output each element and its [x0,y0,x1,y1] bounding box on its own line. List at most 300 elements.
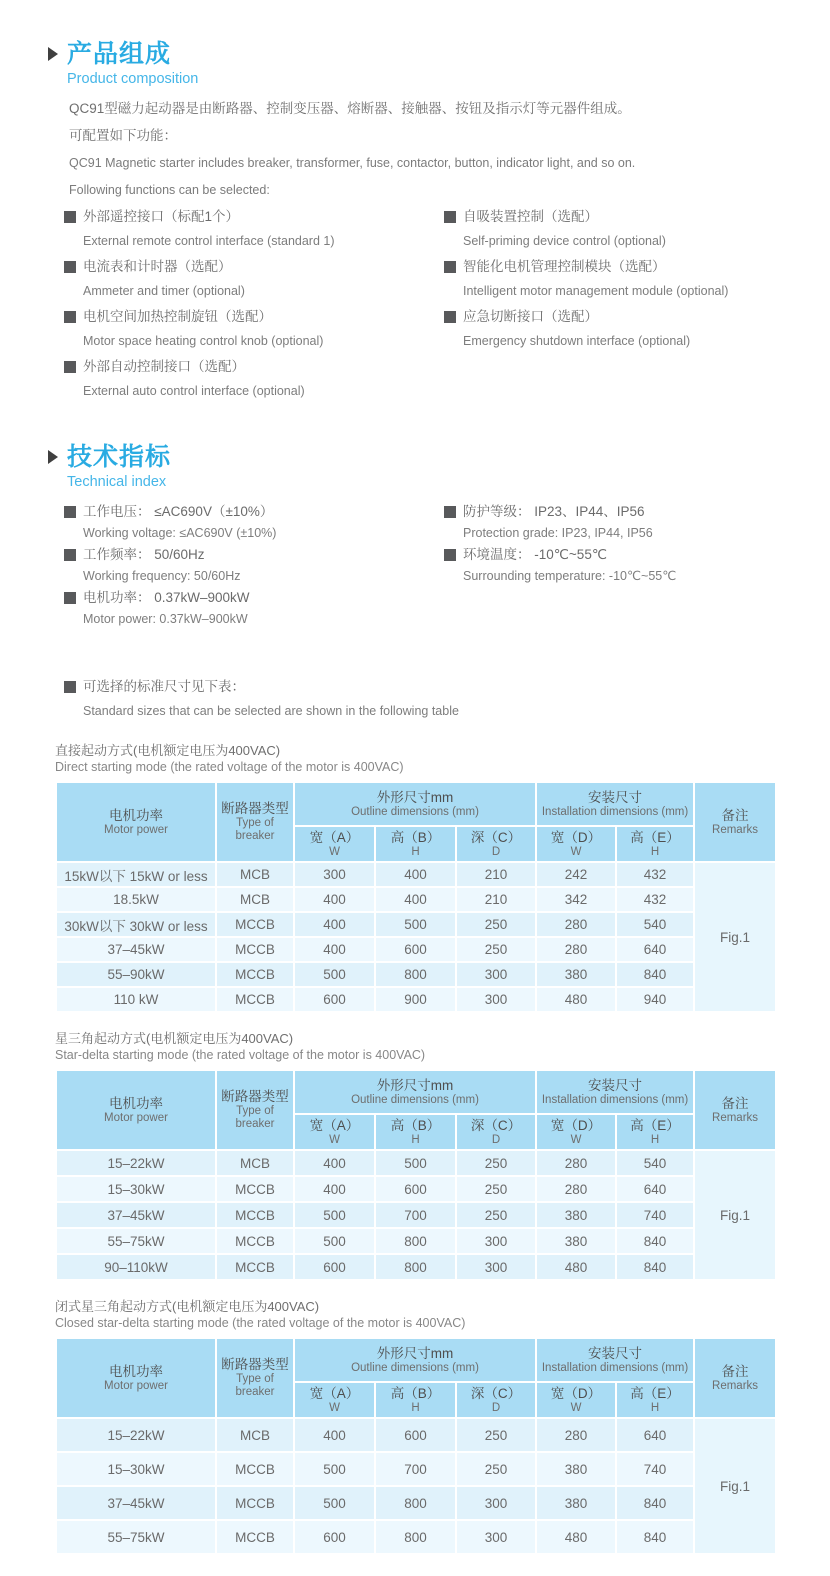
table-cell: 380 [536,1452,616,1486]
header-label-en: W [570,845,582,858]
table-cell: 840 [616,1228,694,1254]
table-cell: 740 [616,1452,694,1486]
dimension-table [55,1337,777,1555]
bullet-square-icon [64,549,76,561]
table-cell: 840 [616,1254,694,1280]
table-row [56,1228,776,1254]
header-label-zh: 高（E） [630,829,680,845]
header-label-en: D [491,1401,501,1414]
table-cell: 15kW以下 15kW or less [56,862,216,887]
table-row [56,1202,776,1228]
table-cell: 37–45kW [56,937,216,962]
table-header-cell [536,1382,616,1418]
table-cell: 500 [375,1150,456,1176]
header-label-en: H [411,845,420,858]
table-cell: 480 [536,1520,616,1554]
table-cell: 15–30kW [56,1176,216,1202]
table-cell: 300 [456,987,536,1012]
section-title-zh: 产品组成 [67,40,172,68]
table-cell: 600 [375,1176,456,1202]
header-label-en: Motor power [104,1111,168,1124]
header-label-en: W [329,1133,340,1146]
table-cell: 300 [456,1520,536,1554]
table-caption-zh: 闭式星三角起动方式(电机额定电压为400VAC) [55,1299,320,1314]
table-cell: 500 [294,1228,375,1254]
table-cell: 700 [375,1202,456,1228]
table-cell: 640 [616,1418,694,1452]
intro-paragraph2-en: Following functions can be selected: [69,183,270,197]
feature-label-zh [64,309,444,324]
table-block [55,1030,775,1281]
feature-text-zh: 应急切断接口（选配） [463,309,598,324]
feature-column-right [444,209,728,409]
table-row [56,862,776,887]
table-cell: 15–22kW [56,1150,216,1176]
table-cell: 342 [536,887,616,912]
spec-label-zh [444,547,676,562]
spec-label-zh [64,590,444,605]
table-header-cell [616,1114,694,1150]
spec-column-right [444,504,676,633]
header-label-zh: 外形尺寸mm [376,1345,454,1361]
header-label-en: Outline dimensions (mm) [351,805,479,818]
table-cell: 55–75kW [56,1520,216,1554]
spec-label-zh [64,547,444,562]
table-cell: 250 [456,1150,536,1176]
table-header-cell [536,1114,616,1150]
header-label-en: Remarks [712,823,759,836]
header-label-en: Installation dimensions (mm) [541,1361,689,1374]
table-block [55,1298,775,1555]
feature-columns [64,209,790,409]
section-title-zh: 技术指标 [67,443,172,471]
table-header-cell [294,1070,536,1114]
header-label-en: Remarks [712,1111,759,1124]
feature-item [444,209,728,248]
header-row [56,1338,776,1382]
table-cell: 500 [294,1202,375,1228]
header-label-en: W [570,1401,582,1414]
table-cell: MCB [216,1418,294,1452]
table-cell: 280 [536,1418,616,1452]
note-text-zh: 可选择的标准尺寸见下表： [83,679,245,694]
table-cell: MCCB [216,1254,294,1280]
table-row [56,937,776,962]
intro-paragraph-en: QC91 Magnetic starter includes breaker, transformer, fuse, contactor, button, indicator light, and so on. [69,156,636,170]
table-cell: 300 [456,1228,536,1254]
bullet-square-icon [64,261,76,273]
table-cell: 250 [456,1202,536,1228]
header-label-en: Outline dimensions (mm) [351,1093,479,1106]
bullet-square-icon [444,506,456,518]
spec-text-en: Protection grade: IP23, IP44, IP56 [463,526,653,540]
table-header-cell [56,1070,216,1150]
table-cell: 840 [616,1486,694,1520]
table-header-cell [56,782,216,862]
spec-item [64,547,444,583]
header-label-en: Remarks [712,1379,759,1392]
section-product-composition [48,40,790,409]
header-label-zh: 电机功率 [109,1363,163,1379]
section-head [48,443,790,471]
table-header-cell [216,1070,294,1150]
table-cell: 300 [456,1486,536,1520]
table-cell: 242 [536,862,616,887]
dimension-table [55,781,777,1013]
spec-text-en: Working frequency: 50/60Hz [83,569,241,583]
bullet-square-icon [64,211,76,223]
spec-text-zh: 电机功率： 0.37kW–900kW [83,590,250,605]
table-cell: 600 [294,1254,375,1280]
section-title-en: Product composition [67,71,199,87]
section-title-en: Technical index [67,474,167,490]
header-label-en: D [491,845,501,858]
table-caption-zh: 直接起动方式(电机额定电压为400VAC) [55,743,281,758]
header-label-en: W [329,1401,340,1414]
table-cell: 840 [616,1520,694,1554]
spec-text-zh: 环境温度： -10℃~55℃ [463,547,607,562]
table-caption-zh: 星三角起动方式(电机额定电压为400VAC) [55,1031,294,1046]
table-cell: 540 [616,1150,694,1176]
table-cell: 210 [456,887,536,912]
table-cell: 110 kW [56,987,216,1012]
remarks-cell: Fig.1 [694,1150,776,1280]
table-header-cell [294,1338,536,1382]
table-cell: 380 [536,962,616,987]
table-cell: 300 [456,1254,536,1280]
feature-column-left [64,209,444,409]
table-header-cell [56,1338,216,1418]
table-cell: 18.5kW [56,887,216,912]
header-label-en: D [491,1133,501,1146]
feature-text-zh: 自吸装置控制（选配） [463,209,598,224]
header-label-zh: 高（B） [390,1117,441,1133]
table-cell: MCB [216,887,294,912]
table-cell: 400 [294,912,375,937]
table-cell: 280 [536,1176,616,1202]
table-cell: 400 [375,887,456,912]
table-cell: 380 [536,1486,616,1520]
table-cell: 740 [616,1202,694,1228]
bullet-square-icon [64,506,76,518]
table-cell: 500 [294,1486,375,1520]
feature-text-en: Self-priming device control (optional) [463,234,666,248]
spec-item [444,504,676,540]
feature-text-zh: 外部自动控制接口（选配） [83,359,245,374]
table-header-cell [694,782,776,862]
section-arrow-icon [48,450,58,464]
table-cell: 55–75kW [56,1228,216,1254]
spec-item [64,590,444,626]
table-row [56,1254,776,1280]
table-row [56,1176,776,1202]
spec-text-zh: 工作频率： 50/60Hz [83,547,205,562]
table-row [56,887,776,912]
table-cell: 250 [456,937,536,962]
table-header-cell [294,1114,375,1150]
header-label-zh: 宽（A） [309,1117,360,1133]
bullet-square-icon [64,311,76,323]
spec-text-zh: 工作电压： ≤AC690V（±10%） [83,504,274,519]
bullet-square-icon [64,681,76,693]
bullet-square-icon [64,592,76,604]
bullet-square-icon [64,361,76,373]
table-header-cell [536,782,694,826]
feature-text-en: Intelligent motor management module (optional) [463,284,729,298]
table-cell: 640 [616,1176,694,1202]
table-cell: 640 [616,937,694,962]
header-label-zh: 备注 [721,807,749,823]
spec-item [444,547,676,583]
table-cell: 250 [456,1452,536,1486]
table-cell: MCB [216,1150,294,1176]
feature-item [64,359,444,398]
table-cell: 800 [375,1254,456,1280]
table-cell: 800 [375,1228,456,1254]
feature-item [64,309,444,348]
header-label-zh: 宽（D） [550,829,602,845]
header-label-zh: 宽（A） [309,829,360,845]
bullet-square-icon [444,311,456,323]
table-cell: 15–30kW [56,1452,216,1486]
table-cell: 300 [294,862,375,887]
header-label-zh: 高（E） [630,1385,680,1401]
table-caption-en: Closed star-delta starting mode (the rated voltage of the motor is 400VAC) [55,1316,466,1330]
table-cell: 400 [294,1150,375,1176]
header-label-zh: 宽（D） [550,1117,602,1133]
table-cell: 500 [294,962,375,987]
spec-text-en: Working voltage: ≤AC690V (±10%) [83,526,277,540]
header-label-en: H [411,1401,420,1414]
table-header-cell [694,1070,776,1150]
feature-text-en: Emergency shutdown interface (optional) [463,334,691,348]
feature-item [64,209,444,248]
header-label-zh: 电机功率 [109,1095,163,1111]
feature-item [444,309,728,348]
table-row [56,1452,776,1486]
table-row [56,1150,776,1176]
table-cell: MCCB [216,1228,294,1254]
feature-label-zh [444,259,728,274]
header-label-zh: 安装尺寸 [588,1077,643,1093]
header-label-en: H [650,1401,660,1414]
header-row [56,782,776,826]
table-cell: 540 [616,912,694,937]
header-label-en: Motor power [104,1379,168,1392]
table-cell: 800 [375,1486,456,1520]
feature-label-zh [444,309,728,324]
table-cell: 900 [375,987,456,1012]
table-cell: 400 [294,937,375,962]
spec-text-en: Motor power: 0.37kW–900kW [83,612,248,626]
table-cell: MCCB [216,962,294,987]
note-text-en: Standard sizes that can be selected are shown in the following table [83,704,459,718]
spec-columns [64,504,790,633]
table-row [56,962,776,987]
table-row [56,987,776,1012]
header-label-zh: 宽（D） [550,1385,602,1401]
table-header-cell [216,782,294,862]
header-label-zh: 高（E） [630,1117,680,1133]
table-cell: 800 [375,1520,456,1554]
table-cell: MCCB [216,937,294,962]
table-header-cell [616,1382,694,1418]
table-cell: 480 [536,987,616,1012]
table-cell: 432 [616,862,694,887]
feature-text-en: External remote control interface (standard 1) [83,234,335,248]
header-label-zh: 宽（A） [309,1385,360,1401]
feature-label-zh [64,359,444,374]
table-header-cell [694,1338,776,1418]
table-row [56,1520,776,1554]
table-cell: MCCB [216,1486,294,1520]
section-head [48,40,790,68]
spec-text-zh: 防护等级： IP23、IP44、IP56 [463,504,645,519]
header-label-en: Installation dimensions (mm) [541,805,689,818]
table-header-cell [375,1114,456,1150]
header-label-en: Outline dimensions (mm) [351,1361,479,1374]
table-cell: 380 [536,1228,616,1254]
spec-text-en: Surrounding temperature: -10℃~55℃ [463,569,677,583]
table-block [55,742,775,1013]
feature-label-zh [444,209,728,224]
header-label-en: W [570,1133,582,1146]
feature-label-zh [64,259,444,274]
table-header-cell [375,1382,456,1418]
spec-label-zh [444,504,676,519]
table-cell: MCCB [216,1520,294,1554]
table-cell: MCCB [216,987,294,1012]
table-row [56,1486,776,1520]
header-label-zh: 外形尺寸mm [376,789,454,805]
table-row [56,1418,776,1452]
feature-label-zh [64,209,444,224]
header-label-en: H [650,845,660,858]
table-cell: 400 [294,1418,375,1452]
spec-column-left [64,504,444,633]
dimension-tables [48,742,790,1555]
feature-text-en: Ammeter and timer (optional) [83,284,245,298]
feature-text-zh: 智能化电机管理控制模块（选配） [463,259,666,274]
header-label-en: Type of breaker [235,817,275,842]
table-cell: 280 [536,937,616,962]
table-cell: MCCB [216,1452,294,1486]
spec-label-zh [64,504,444,519]
header-row [56,1070,776,1114]
feature-text-en: External auto control interface (optional) [83,384,305,398]
table-header-cell [294,782,536,826]
table-header-cell [294,826,375,862]
table-cell: 37–45kW [56,1202,216,1228]
table-header-cell [536,1338,694,1382]
table-cell: 500 [375,912,456,937]
header-label-en: Type of breaker [235,1105,275,1130]
table-row [56,912,776,937]
table-cell: 250 [456,1176,536,1202]
table-cell: 432 [616,887,694,912]
table-cell: 400 [294,1176,375,1202]
header-label-zh: 深（C） [470,1117,522,1133]
table-cell: 280 [536,912,616,937]
header-label-en: W [329,845,340,858]
table-cell: 55–90kW [56,962,216,987]
table-cell: 600 [294,987,375,1012]
table-cell: 300 [456,962,536,987]
table-header-cell [294,1382,375,1418]
header-label-zh: 安装尺寸 [588,789,643,805]
header-label-en: Type of breaker [235,1373,275,1398]
table-cell: MCCB [216,1176,294,1202]
header-label-zh: 安装尺寸 [588,1345,643,1361]
table-header-cell [616,826,694,862]
table-header-cell [216,1338,294,1418]
bullet-square-icon [444,211,456,223]
header-label-en: Installation dimensions (mm) [541,1093,689,1106]
table-cell: MCCB [216,912,294,937]
table-cell: 600 [375,1418,456,1452]
table-caption-en: Star-delta starting mode (the rated voltage of the motor is 400VAC) [55,1048,426,1062]
feature-text-en: Motor space heating control knob (optional) [83,334,324,348]
bullet-square-icon [444,549,456,561]
table-cell: 700 [375,1452,456,1486]
header-label-zh: 断路器类型 [221,801,289,816]
remarks-cell: Fig.1 [694,862,776,1012]
table-header-cell [456,1114,536,1150]
table-header-cell [536,826,616,862]
intro-paragraph2-zh: 可配置如下功能： [69,128,177,143]
note-zh [64,679,790,694]
table-cell: 37–45kW [56,1486,216,1520]
table-cell: 15–22kW [56,1418,216,1452]
bullet-square-icon [444,261,456,273]
table-cell: 840 [616,962,694,987]
header-label-zh: 深（C） [470,1385,522,1401]
table-cell: 800 [375,962,456,987]
section-arrow-icon [48,47,58,61]
table-cell: 30kW以下 30kW or less [56,912,216,937]
header-label-zh: 深（C） [470,829,522,845]
table-caption-en: Direct starting mode (the rated voltage of the motor is 400VAC) [55,760,404,774]
feature-text-zh: 电机空间加热控制旋钮（选配） [83,309,272,324]
standard-size-note [64,679,790,718]
table-cell: MCB [216,862,294,887]
table-cell: 600 [294,1520,375,1554]
header-label-zh: 外形尺寸mm [376,1077,454,1093]
feature-text-zh: 电流表和计时器（选配） [83,259,232,274]
table-header-cell [456,1382,536,1418]
spec-item [64,504,444,540]
table-header-cell [375,826,456,862]
header-label-en: Motor power [104,823,168,836]
header-label-zh: 备注 [721,1095,749,1111]
header-label-en: H [411,1133,420,1146]
feature-item [64,259,444,298]
header-label-zh: 断路器类型 [221,1357,289,1372]
feature-text-zh: 外部遥控接口（标配1个） [83,209,240,224]
table-header-cell [536,1070,694,1114]
header-label-zh: 高（B） [390,1385,441,1401]
table-cell: 400 [375,862,456,887]
table-cell: 210 [456,862,536,887]
table-cell: 90–110kW [56,1254,216,1280]
table-cell: 480 [536,1254,616,1280]
table-cell: 380 [536,1202,616,1228]
table-cell: 500 [294,1452,375,1486]
header-label-zh: 断路器类型 [221,1089,289,1104]
table-cell: 400 [294,887,375,912]
header-label-zh: 电机功率 [109,807,163,823]
header-label-en: H [650,1133,660,1146]
